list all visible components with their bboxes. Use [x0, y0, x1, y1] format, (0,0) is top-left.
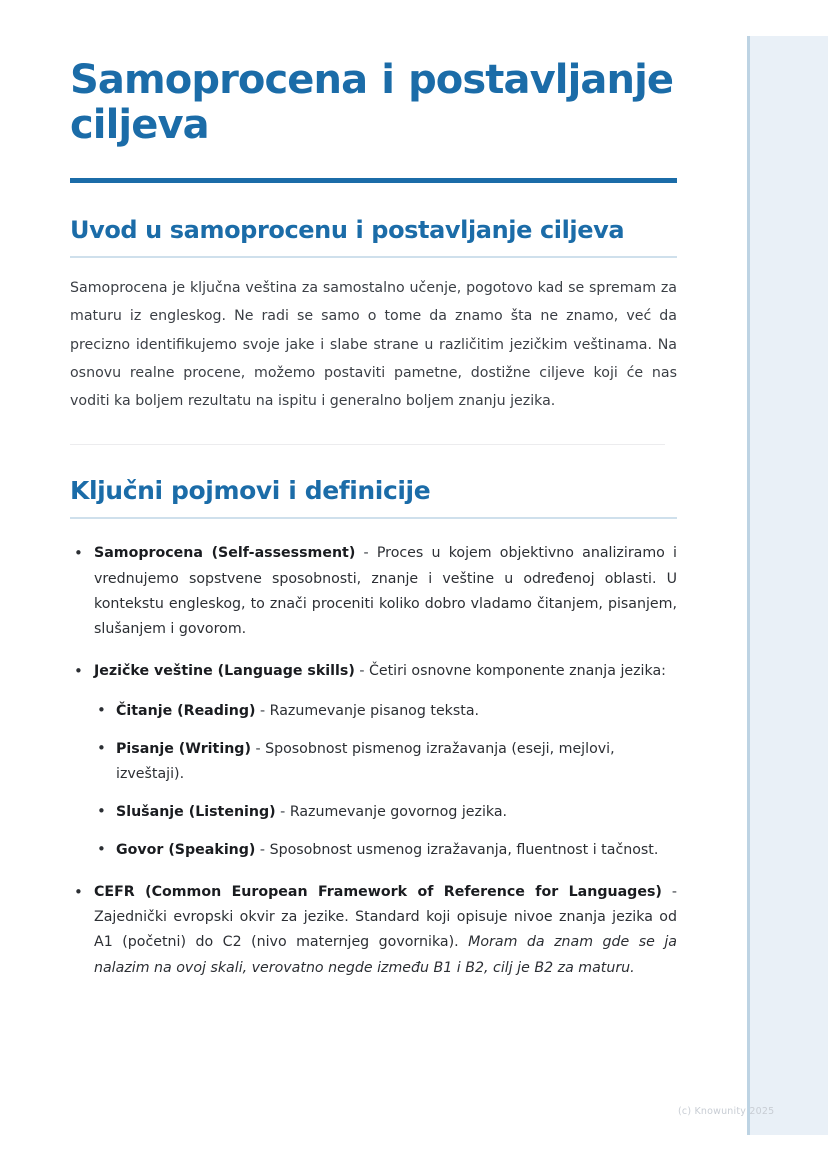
title-divider: [70, 178, 677, 183]
section-separator: [70, 444, 665, 445]
section-introduction: [70, 215, 677, 416]
section-introduction-heading: Uvod u samoprocenu i postavljanje ciljeva: [70, 215, 625, 244]
language-skills-list: [94, 699, 677, 863]
list-item: [94, 737, 677, 786]
list-item: [94, 838, 677, 862]
term-label: Jezičke veštine (Language skills): [94, 663, 355, 680]
term-personal-note: Moram da znam gde se ja nalazim na ovoj skali, verovatno negde između B1 i B2, cilj je B2 za maturu.: [94, 934, 677, 976]
term-separator: -: [275, 803, 290, 820]
list-item: [94, 800, 677, 824]
section-introduction-divider: [70, 256, 677, 258]
term-label: Čitanje (Reading): [116, 702, 256, 719]
term-separator: -: [255, 702, 270, 719]
term-separator: -: [250, 741, 266, 758]
term-definition: Četiri osnovne komponente znanja jezika:: [368, 663, 666, 680]
page-title: Samoprocena i postavljanje ciljeva: [70, 57, 674, 148]
term-definition: Sposobnost pismenog izražavanja (eseji, mejlovi, izveštaji).: [116, 741, 615, 782]
term-separator: -: [255, 842, 270, 859]
right-side-panel: [747, 36, 828, 1135]
term-definition: Razumevanje govornog jezika.: [289, 803, 508, 820]
term-label: Govor (Speaking): [116, 842, 256, 859]
term-definition: Zajednički evropski okvir za jezike. Standard koji opisuje nivoe znanja jezika od A1 (početni) do C2 (nivo maternjeg govornika).: [94, 909, 677, 951]
list-item: [70, 541, 677, 642]
term-label: Slušanje (Listening): [116, 803, 276, 820]
term-label: Samoprocena (Self-assessment): [94, 545, 356, 562]
term-separator: -: [355, 545, 377, 562]
list-item: [70, 659, 677, 862]
term-label: CEFR (Common European Framework of Reference for Languages): [94, 883, 662, 900]
copyright-watermark: (c) Knowunity 2025: [678, 1106, 775, 1117]
section-key-terms: [70, 475, 677, 981]
term-separator: -: [354, 663, 369, 680]
term-definition: Sposobnost usmenog izražavanja, fluentnost i tačnost.: [269, 842, 659, 859]
term-label: Pisanje (Writing): [116, 741, 251, 758]
key-terms-list: [70, 541, 677, 981]
section-key-terms-heading: Ključni pojmovi i definicije: [70, 475, 431, 505]
term-definition: Proces u kojem objektivno analiziramo i vrednujemo sopstvene sposobnosti, znanje i veštine u određenoj oblasti. U kontekstu engleskog, to znači proceniti koliko dobro vladamo čitanjem, pisanjem, slušanjem i govorom.: [94, 545, 677, 638]
section-introduction-paragraph: Samoprocena je ključna veština za samostalno učenje, pogotovo kad se spremam za maturu iz engleskog. Ne radi se samo o tome da znamo šta ne znamo, već da precizno identifikujemo svoje jake i slabe strane u različitim jezičkim veštinama. Na osnovu realne procene, možemo postaviti pametne, dostižne ciljeve koji će nas voditi ka boljem rezultatu na ispitu i generalno boljem znanju jezika.: [70, 279, 677, 410]
term-definition: Razumevanje pisanog teksta.: [269, 702, 480, 719]
section-key-terms-divider: [70, 517, 677, 519]
list-item: [70, 880, 677, 981]
term-separator: -: [661, 883, 677, 900]
list-item: [94, 699, 677, 723]
